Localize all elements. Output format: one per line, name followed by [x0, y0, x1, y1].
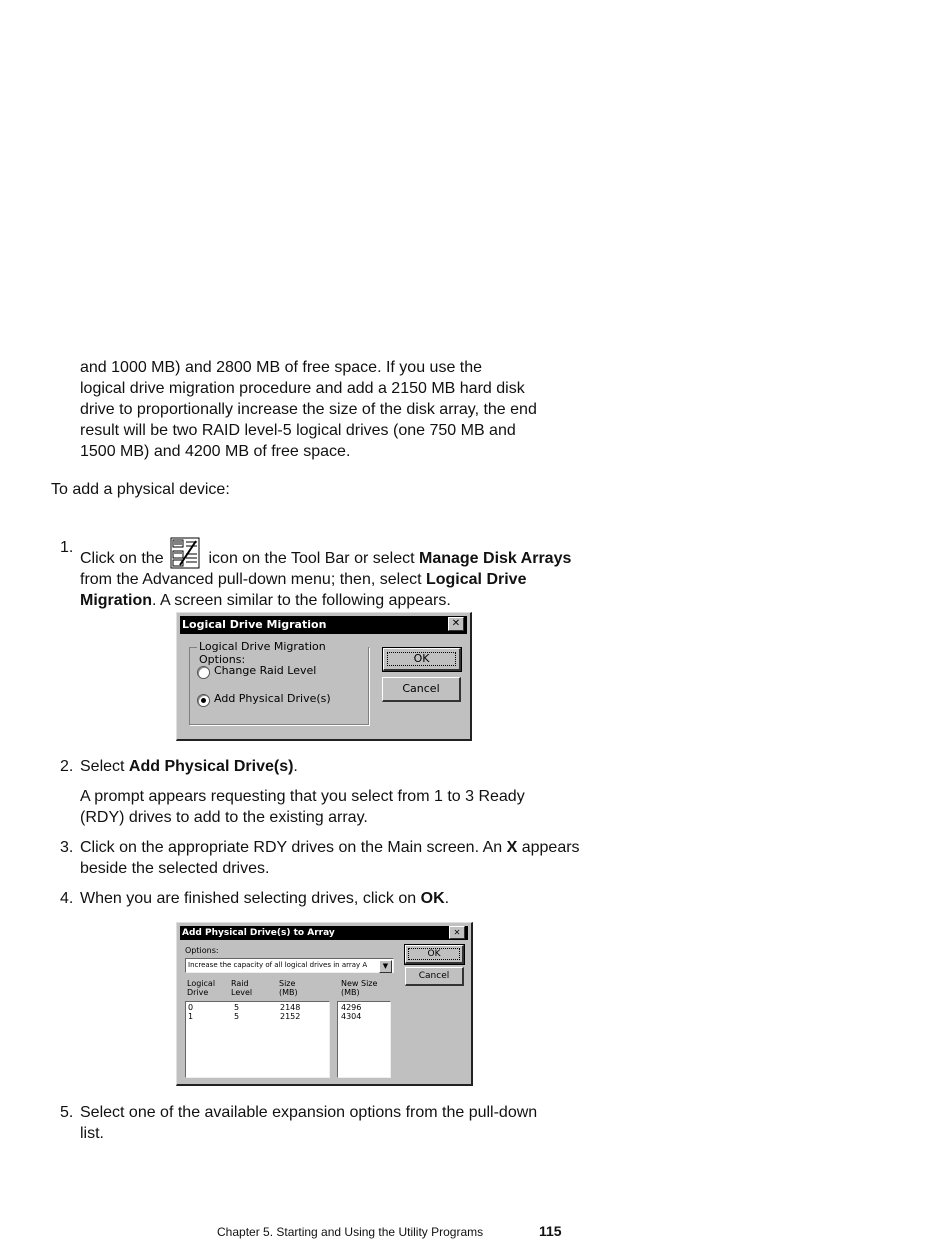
step-text — [80, 888, 580, 909]
col-logical-drive: Logical Drive — [187, 979, 216, 997]
step-1-text-f: . A screen similar to the following appears. — [152, 592, 451, 609]
dialog-title-bar — [180, 926, 468, 940]
step-number: 2. — [60, 758, 74, 775]
intro-paragraph — [80, 357, 580, 462]
page-number: 115 — [539, 1223, 562, 1239]
step-1-text-b: icon on the Tool Bar or select — [208, 550, 415, 567]
step-number: 4. — [60, 890, 74, 907]
ok-label: OK — [427, 949, 441, 959]
size-cell: 2148 — [280, 1003, 301, 1012]
intro-line: result will be two RAID level-5 logical drives (one 750 MB and — [80, 422, 516, 439]
step-5-line: list. — [80, 1125, 104, 1142]
cancel-button[interactable]: Cancel — [405, 967, 464, 986]
intro-line: logical drive migration procedure and add a 2150 MB hard disk — [80, 380, 525, 397]
chapter-footer: Chapter 5. Starting and Using the Utility Programs — [217, 1225, 484, 1239]
step-text — [80, 1102, 580, 1144]
select-value: Increase the capacity of all logical drives in array A — [188, 961, 368, 969]
x-marker-term: X — [506, 839, 518, 856]
prompt-line: (RDY) drives to add to the existing array. — [80, 809, 368, 826]
step-2-text-a: Select — [80, 758, 125, 775]
close-icon[interactable]: ✕ — [449, 926, 465, 939]
intro-line: and 1000 MB) and 2800 MB of free space. If you use the — [80, 359, 483, 376]
options-label: Options: — [185, 946, 219, 955]
ok-label: OK — [413, 652, 430, 665]
ok-term: OK — [420, 890, 445, 907]
step-5-line: Select one of the available expansion options from the pull-down — [80, 1104, 538, 1121]
new-size-cell: 4304 — [341, 1012, 362, 1021]
add-physical-drives-radio[interactable] — [197, 694, 210, 707]
col-new-size: New Size (MB) — [341, 979, 378, 997]
step-1-text-d: from the Advanced pull-down menu; then, select — [80, 571, 422, 588]
add-physical-drives-dialog — [176, 922, 473, 1086]
step-text — [80, 537, 580, 611]
step-2-text-c: . — [293, 758, 298, 775]
level-cell: 5 — [234, 1003, 240, 1012]
step-4-text-c: . — [444, 890, 450, 907]
step-text — [80, 837, 580, 879]
new-size-list[interactable] — [337, 1001, 391, 1078]
logical-drives-list[interactable] — [185, 1001, 330, 1078]
step-text — [80, 756, 580, 777]
step-3-text-a: Click on the appropriate RDY drives on the Main screen. An — [80, 839, 503, 856]
table-row[interactable] — [188, 1012, 327, 1021]
step-1-text-a: Click on the — [80, 550, 164, 567]
manage-disk-arrays-icon — [170, 537, 200, 569]
migration-options-label: Logical Drive Migration Options: — [197, 640, 368, 666]
level-cell: 5 — [234, 1012, 240, 1021]
step-number: 1. — [60, 539, 74, 556]
ok-button[interactable] — [405, 945, 464, 964]
logical-drive-migration-dialog — [176, 612, 472, 741]
chevron-down-icon[interactable]: ▼ — [379, 960, 392, 973]
close-icon[interactable]: ✕ — [448, 617, 464, 631]
change-raid-level-radio[interactable] — [197, 666, 210, 679]
col-raid-level: Raid Level — [231, 979, 253, 997]
expansion-options-select[interactable] — [185, 958, 394, 973]
new-size-cell: 4296 — [341, 1003, 362, 1012]
table-row[interactable] — [188, 1003, 327, 1012]
cancel-button[interactable]: Cancel — [382, 677, 461, 702]
drive-cell: 1 — [188, 1012, 194, 1021]
step-number: 3. — [60, 839, 74, 856]
intro-line: drive to proportionally increase the size of the disk array, the end — [80, 401, 537, 418]
size-cell: 2152 — [280, 1012, 301, 1021]
col-size: Size (MB) — [279, 979, 298, 997]
dialog-title-bar — [180, 616, 467, 634]
manage-disk-arrays-label: Manage Disk Arrays — [419, 550, 572, 567]
step-4-text-a: When you are finished selecting drives, click on — [80, 890, 417, 907]
prompt-paragraph — [80, 786, 580, 828]
logical-drive-migration-label: Logical Drive Migration — [80, 571, 527, 609]
add-physical-drives-label[interactable]: Add Physical Drive(s) — [214, 692, 331, 705]
lead-text: To add a physical device: — [51, 481, 230, 498]
migration-options-group — [189, 640, 369, 725]
step-number: 5. — [60, 1104, 74, 1121]
drive-cell: 0 — [188, 1003, 194, 1012]
prompt-line: A prompt appears requesting that you select from 1 to 3 Ready — [80, 788, 525, 805]
dialog-title: Logical Drive Migration — [182, 618, 327, 631]
dialog-title: Add Physical Drive(s) to Array — [182, 928, 335, 938]
ok-button[interactable] — [383, 648, 461, 671]
step-3-text-c: appears beside the selected drives. — [80, 839, 580, 877]
intro-line: 1500 MB) and 4200 MB of free space. — [80, 443, 351, 460]
add-physical-drives-term: Add Physical Drive(s) — [128, 758, 294, 775]
change-raid-level-label[interactable]: Change Raid Level — [214, 664, 317, 677]
